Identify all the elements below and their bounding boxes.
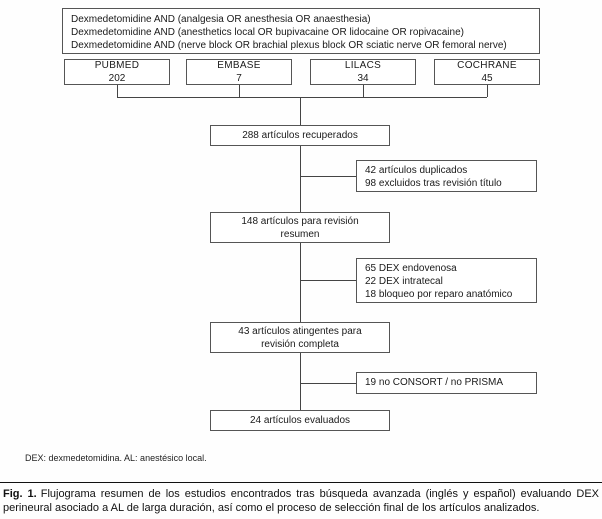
database-count: 202 — [108, 73, 126, 84]
evaluated-box — [210, 410, 390, 431]
database-box-cochrane — [434, 59, 540, 85]
connector-line — [363, 85, 364, 97]
database-name: EMBASE — [217, 60, 261, 71]
database-box-embase — [186, 59, 292, 85]
abstract-review-line: 148 artículos para revisión — [241, 215, 359, 227]
exclusion-abstract-box — [356, 258, 537, 303]
abstract-review-box — [210, 212, 390, 243]
connector-line — [300, 353, 301, 410]
figure-caption — [3, 488, 599, 515]
full-review-line: 43 artículos atingentes para — [238, 325, 362, 337]
search-query-line: Dexmedetomidine AND (nerve block OR brachial plexus block OR sciatic nerve OR femoral nerve) — [71, 40, 507, 51]
search-query-box — [62, 8, 540, 54]
figure-caption-text: Flujograma resumen de los estudios encontrados tras búsqueda avanzada (inglés y español) evaluando DEX perineural asociado a AL de larga duración, así como el proceso de selección final de los artículos analizados. — [3, 488, 600, 514]
full-review-box — [210, 322, 390, 353]
evaluated-label: 24 artículos evaluados — [249, 415, 351, 426]
figure-caption-label: Fig. 1. — [3, 488, 37, 500]
connector-line — [300, 146, 301, 212]
retrieved-box — [210, 125, 390, 146]
search-query-line: Dexmedetomidine AND (analgesia OR anesthesia OR anaesthesia) — [71, 14, 371, 25]
exclusion-full-box — [356, 372, 537, 394]
abbreviations-note: DEX: dexmedetomidina. AL: anestésico local. — [25, 453, 207, 463]
exclusion-line: 42 artículos duplicados — [365, 165, 468, 176]
full-review-line: revisión completa — [261, 338, 339, 350]
caption-divider — [0, 482, 602, 483]
connector-line — [239, 85, 240, 97]
connector-line — [300, 243, 301, 322]
exclusion-line: 98 excluidos tras revisión título — [365, 178, 502, 189]
database-box-lilacs — [310, 59, 416, 85]
connector-line — [117, 97, 487, 98]
exclusion-line: 18 bloqueo por reparo anatómico — [365, 289, 513, 300]
database-name: PUBMED — [94, 60, 140, 71]
database-name: COCHRANE — [457, 60, 517, 71]
retrieved-label: 288 artículos recuperados — [242, 130, 358, 141]
database-count: 45 — [481, 73, 493, 84]
connector-line — [300, 97, 301, 125]
database-name: LILACS — [344, 60, 382, 71]
connector-line — [117, 85, 118, 97]
connector-line — [300, 176, 356, 177]
connector-line — [300, 280, 356, 281]
exclusion-line: 19 no CONSORT / no PRISMA — [365, 377, 504, 388]
database-count: 7 — [236, 73, 242, 84]
exclusion-title-box — [356, 160, 537, 192]
exclusion-line: 22 DEX intratecal — [365, 276, 443, 287]
database-box-pubmed — [64, 59, 170, 85]
connector-line — [300, 383, 356, 384]
abstract-review-line: resumen — [280, 228, 320, 240]
search-query-line: Dexmedetomidine AND (anesthetics local OR bupivacaine OR lidocaine OR ropivacaine) — [71, 27, 464, 38]
connector-line — [487, 85, 488, 97]
database-count: 34 — [357, 73, 369, 84]
exclusion-line: 65 DEX endovenosa — [365, 263, 457, 274]
